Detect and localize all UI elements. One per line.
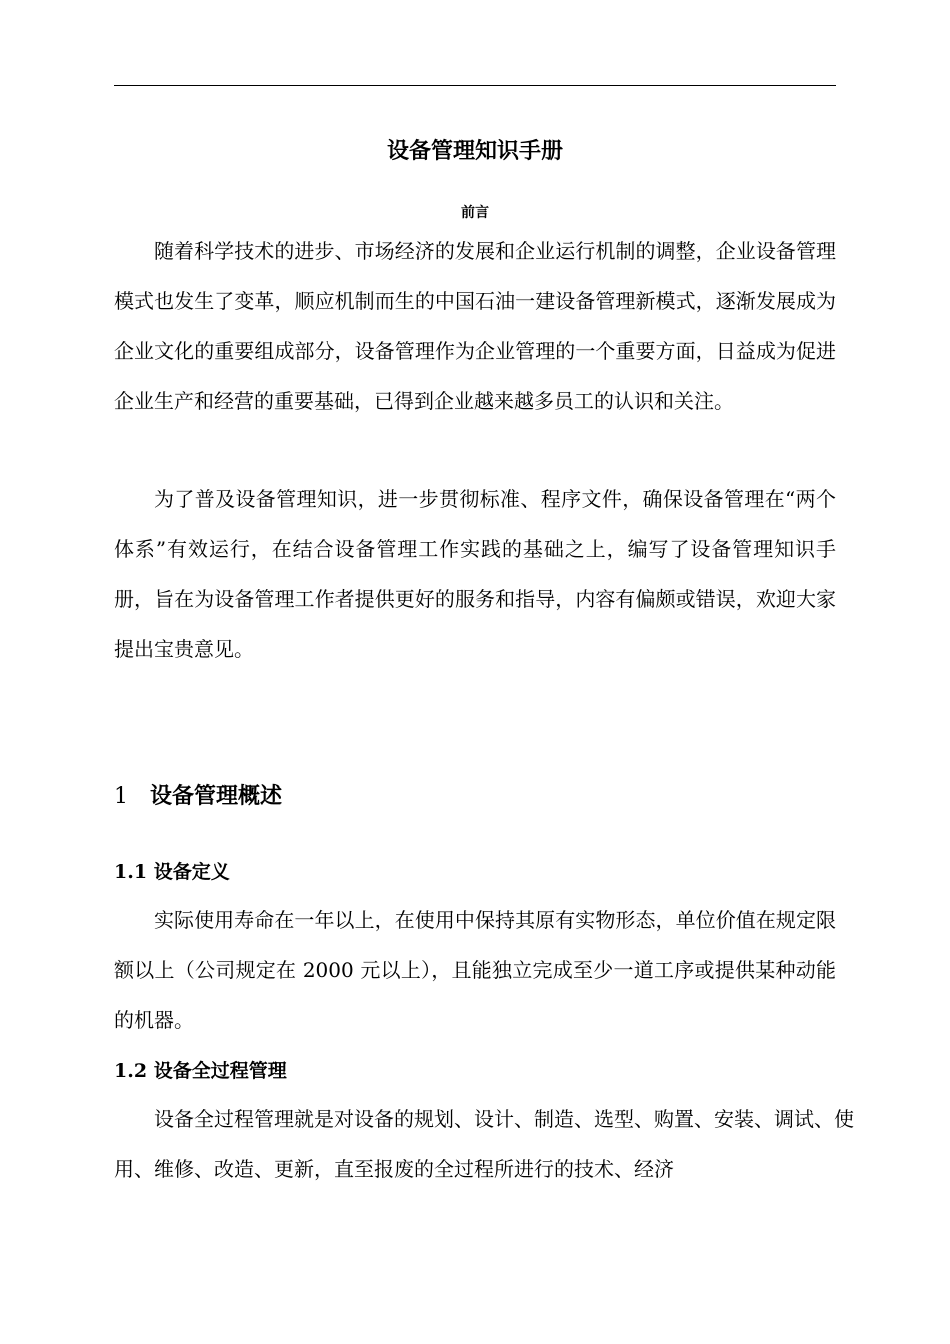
preface-heading: 前言 — [461, 205, 489, 221]
section-title: 设备全过程管理 — [153, 1060, 287, 1082]
preface-paragraph-2: 为了普及设备管理知识，进一步贯彻标准、程序文件，确保设备管理在“两个体系”有效运行，在结合设备管理工作实践的基础之上，编写了设备管理知识手册，旨在为设备管理工作者提供更好的服务和指导，内容有偏颇或错误，欢迎大家提出宝贵意见。 — [114, 487, 836, 661]
section-number: 1.1 — [114, 861, 148, 883]
section-number: 1.2 — [114, 1060, 148, 1082]
section-1-1-text: 实际使用寿命在一年以上，在使用中保持其原有实物形态，单位价值在规定限额以上（公司规定在 2000 元以上），且能独立完成至少一道工序或提供某种动能的机器。 — [114, 908, 836, 1032]
header-rule — [114, 85, 836, 86]
chapter-number: 1 — [114, 784, 128, 809]
chapter-title: 设备管理概述 — [150, 784, 283, 809]
preface-paragraph-1: 随着科学技术的进步、市场经济的发展和企业运行机制的调整，企业设备管理模式也发生了变革，顺应机制而生的中国石油一建设备管理新模式，逐渐发展成为企业文化的重要组成部分，设备管理作为企业管理的一个重要方面，日益成为促进企业生产和经营的重要基础，已得到企业越来越多员工的认识和关注。 — [114, 239, 836, 413]
section-title: 设备定义 — [153, 861, 230, 883]
section-heading-1-2 — [114, 1057, 287, 1085]
document-title: 设备管理知识手册 — [386, 139, 563, 164]
chapter-heading — [114, 781, 282, 813]
section-heading-1-1 — [114, 858, 230, 886]
section-1-2-text: 设备全过程管理就是对设备的规划、设计、制造、选型、购置、安装、调试、使用、维修、改造、更新，直至报废的全过程所进行的技术、经济 — [114, 1107, 854, 1181]
